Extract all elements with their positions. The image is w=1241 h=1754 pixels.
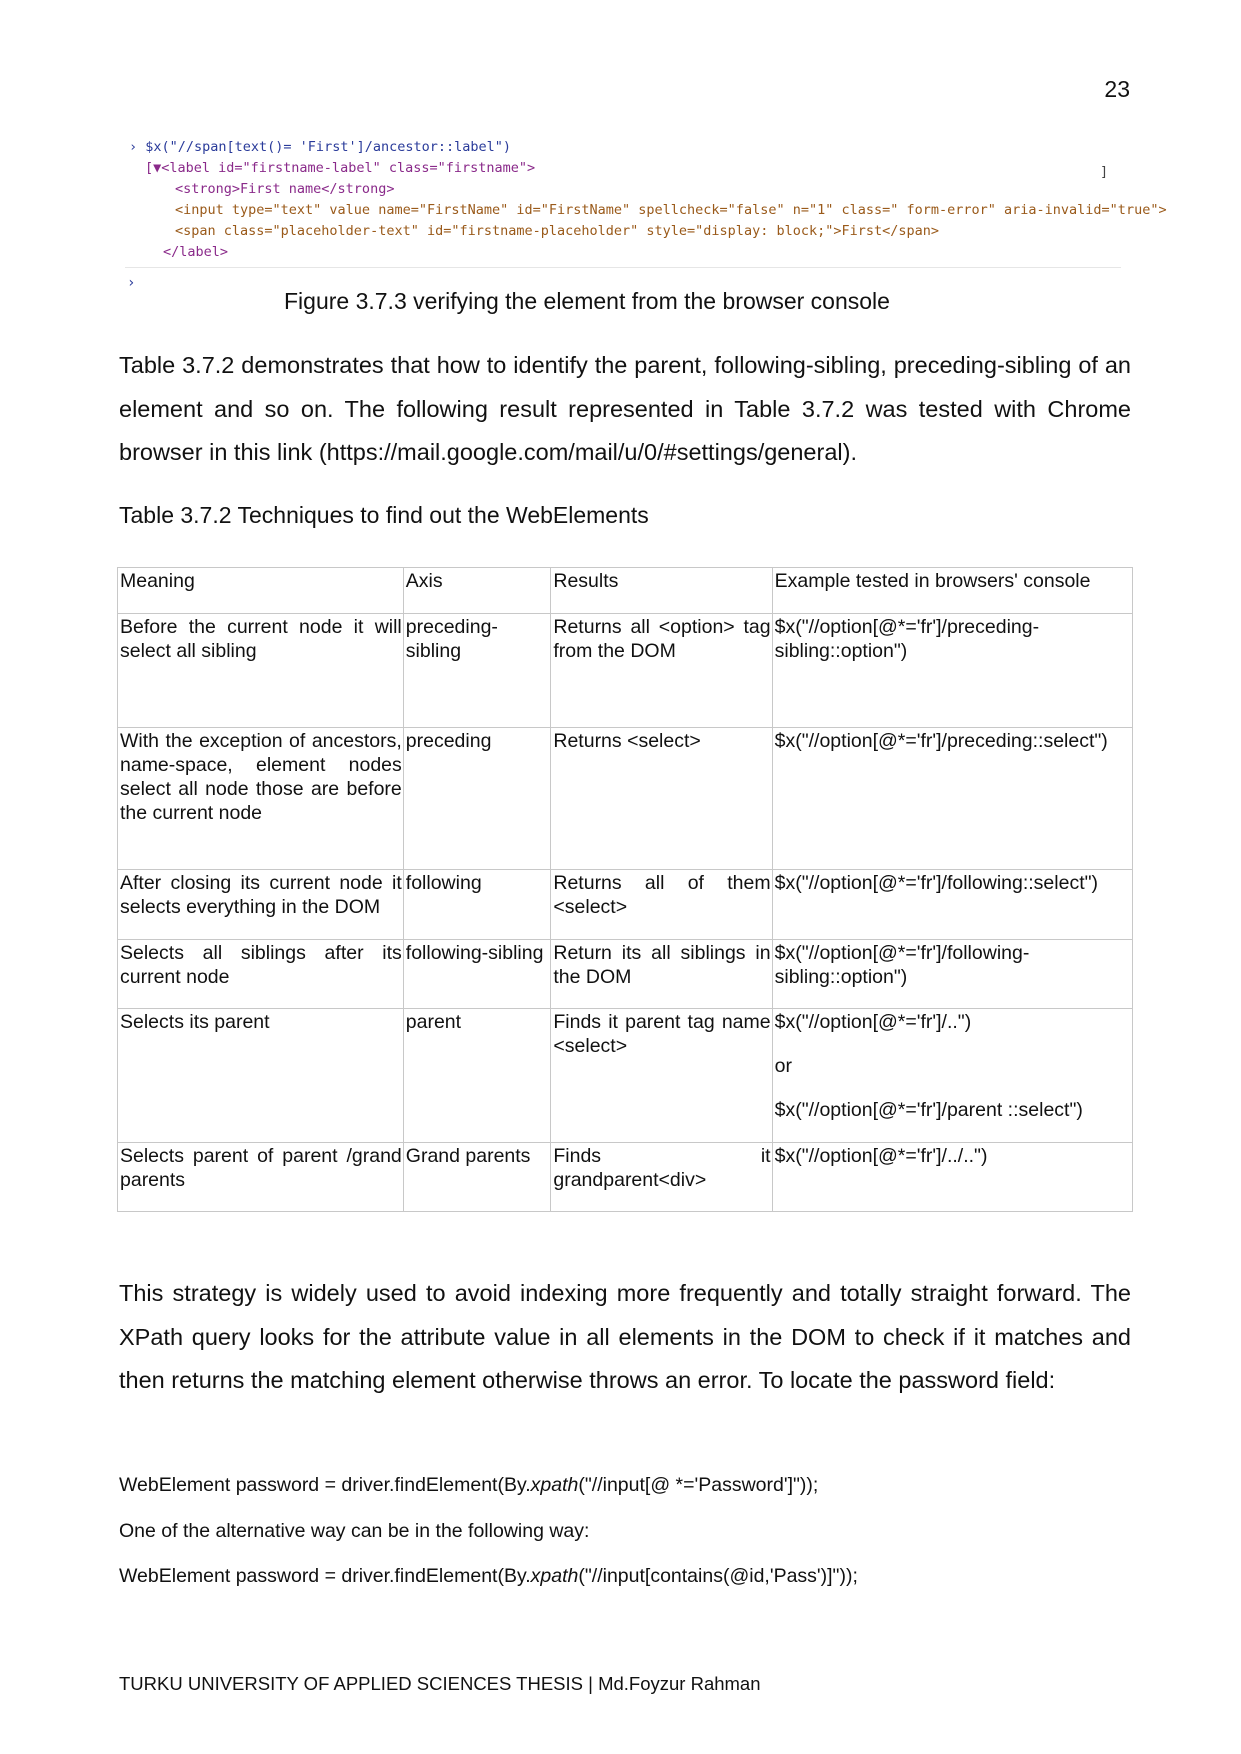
paragraph-intro: Table 3.7.2 demonstrates that how to identify the parent, following-sibling, preceding-sibling of an element and so on. The following result represented in Table 3.7.2 was tested with Chrome browser in this link (https://mail.google.com/mail/u/0/#settings/general). [119, 352, 1131, 465]
console-command: › $x("//span[text()= 'First']/ancestor::label") [129, 139, 512, 155]
cell-axis: following-sibling [403, 940, 551, 1009]
header-example: Example tested in browsers' console [772, 568, 1132, 614]
cell-meaning: Selects parent of parent /grand parents [118, 1143, 404, 1212]
console-prompt-icon: › [127, 275, 136, 291]
console-strong-line: <strong>First name</strong> [175, 181, 395, 197]
cell-axis: following [403, 870, 551, 940]
cell-axis: Grand parents [403, 1143, 551, 1212]
cell-axis: preceding [403, 728, 551, 870]
table-row [118, 1143, 1133, 1212]
cell-example [772, 1009, 1132, 1143]
cell-results: Finds it grandparent<div> [551, 1143, 772, 1212]
console-divider [125, 267, 1121, 268]
techniques-table [117, 567, 1133, 1212]
cell-results: Return its all siblings in the DOM [551, 940, 772, 1009]
header-axis: Axis [403, 568, 551, 614]
example-primary: $x("//option[@*='fr']/..") [774, 1011, 972, 1033]
page-footer: TURKU UNIVERSITY OF APPLIED SCIENCES THESIS | Md.Foyzur Rahman [119, 1673, 761, 1694]
cell-results: Finds it parent tag name <select> [551, 1009, 772, 1143]
cell-meaning: Selects all siblings after its current node [118, 940, 404, 1009]
cell-results: Returns all <option> tag from the DOM [551, 614, 772, 728]
code-line-1: WebElement password = driver.findElement(By.xpath("//input[@ *='Password']")); [119, 1474, 819, 1496]
cell-example: $x("//option[@*='fr']/following-sibling::option") [772, 940, 1132, 1009]
table-row [118, 728, 1133, 870]
cell-meaning: Before the current node it will select all sibling [118, 614, 404, 728]
table-row [118, 940, 1133, 1009]
example-alternative: $x("//option[@*='fr']/parent ::select") [774, 1099, 1083, 1121]
table-row [118, 1009, 1133, 1143]
browser-console-screenshot [125, 137, 1167, 291]
table-row [118, 614, 1133, 728]
cell-example: $x("//option[@*='fr']/../..") [772, 1143, 1132, 1212]
console-label-close: </label> [163, 244, 229, 260]
cell-example: $x("//option[@*='fr']/preceding::select") [772, 728, 1132, 870]
console-bracket-close: ] [1100, 164, 1109, 180]
table-header-row [118, 568, 1133, 614]
cell-results: Returns <select> [551, 728, 772, 870]
console-input-line: <input type="text" value name="FirstName" id="FirstName" spellcheck="false" n="1" class=" form-error" aria-invalid="true"> [175, 202, 1167, 218]
code-line-2: One of the alternative way can be in the following way: [119, 1520, 590, 1542]
example-or: or [774, 1055, 792, 1077]
cell-example: $x("//option[@*='fr']/preceding-sibling::option") [772, 614, 1132, 728]
code-line-3: WebElement password = driver.findElement(By.xpath("//input[contains(@id,'Pass')]")); [119, 1565, 858, 1587]
page-number: 23 [1104, 76, 1130, 102]
cell-meaning: With the exception of ancestors, name-space, element nodes select all node those are before the current node [118, 728, 404, 870]
table-row [118, 870, 1133, 940]
cell-results: Returns all of them <select> [551, 870, 772, 940]
cell-axis: parent [403, 1009, 551, 1143]
header-results: Results [551, 568, 772, 614]
cell-meaning: Selects its parent [118, 1009, 404, 1143]
cell-example: $x("//option[@*='fr']/following::select") [772, 870, 1132, 940]
table-title: Table 3.7.2 Techniques to find out the WebElements [119, 502, 649, 528]
console-span-line: <span class="placeholder-text" id="firstname-placeholder" style="display: block;">First</span> [175, 223, 940, 239]
cell-axis: preceding-sibling [403, 614, 551, 728]
cell-meaning: After closing its current node it selects everything in the DOM [118, 870, 404, 940]
paragraph-strategy: This strategy is widely used to avoid indexing more frequently and totally straight forward. The XPath query looks for the attribute value in all elements in the DOM to check if it matches and then returns the matching element otherwise throws an error. To locate the password field: [119, 1280, 1131, 1393]
header-meaning: Meaning [118, 568, 404, 614]
console-label-open: [▼<label id="firstname-label" class="firstname"> [145, 160, 536, 176]
